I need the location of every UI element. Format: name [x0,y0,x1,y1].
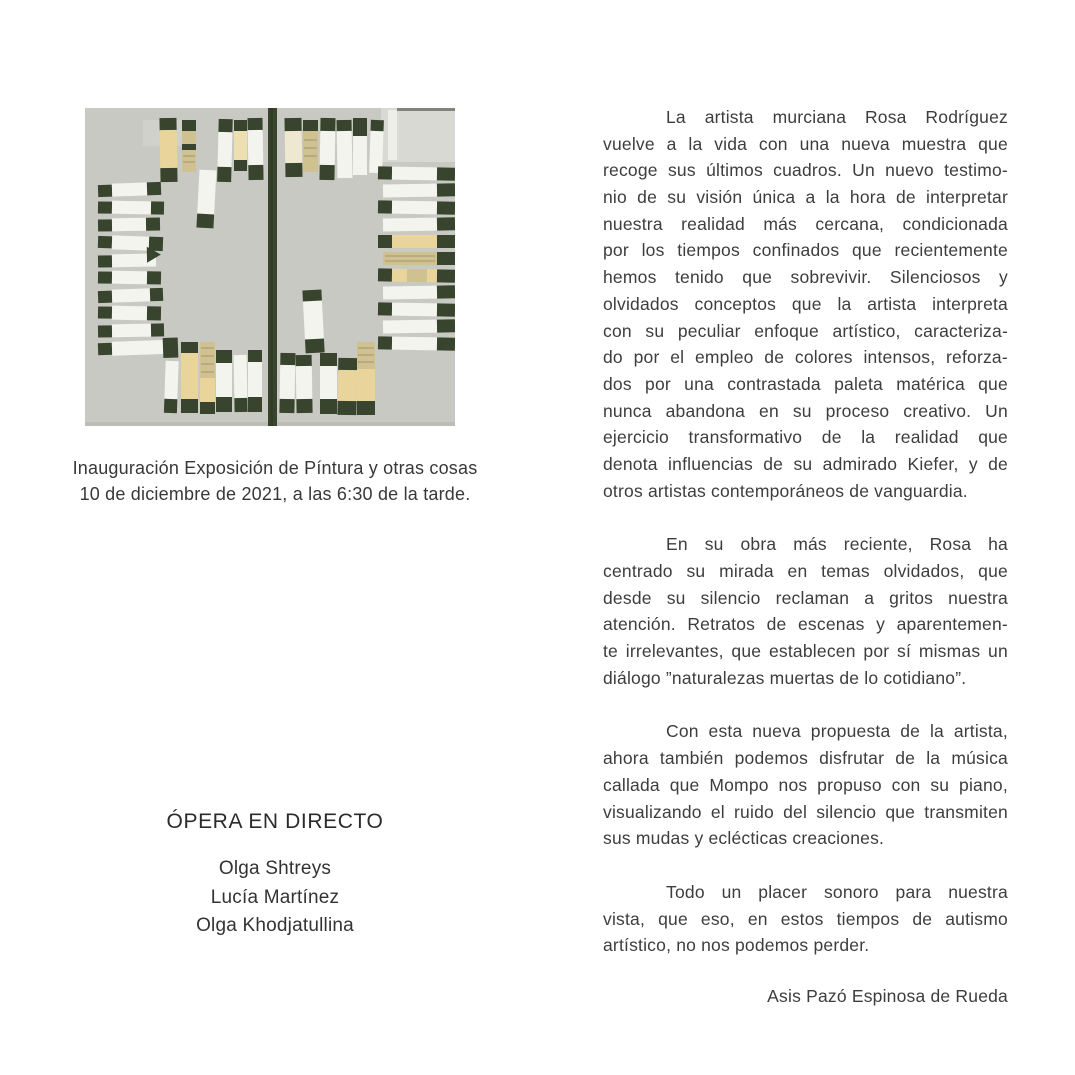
essay-line: denota influencias de su admirado Kiefer, y de [603,453,1008,474]
essay-line: diálogo ”naturalezas muertas de lo cotidiano”. [603,667,967,688]
essay-line: con su peculiar enfoque artístico, caracteriza- [603,320,1008,341]
performer-name: Olga Khodjatullina [196,915,354,936]
essay-line: do por el empleo de colores intensos, reforza- [603,347,1008,368]
essay-line: vuelve a la vida con una nueva muestra que [603,133,1008,154]
essay-line: nio de su visión única a la hora de interpretar [603,187,1008,208]
essay-line: vista, que eso, en estos tiempos de autismo [603,908,1008,929]
essay-line: olvidados conceptos que la artista interpreta [603,293,1008,314]
essay-line: nunca abandona en su proceso creativo. Un [603,400,1008,421]
essay-paragraph [603,531,1008,691]
essay-line: La artista murciana Rosa Rodríguez [666,107,1008,127]
essay-line: En su obra más reciente, Rosa ha [666,534,1008,555]
essay-line: nuestra realidad más cercana, condicionada [603,213,1008,234]
performer-name: Lucía Martínez [210,886,340,908]
essay-line: centrado su mirada en temas olvidados, que [603,561,1008,581]
essay-line: desde su silencio reclaman a gritos nuestra [603,587,1008,608]
essay-line: sus mudas y eclécticas creaciones. [603,828,885,849]
essay-line: dos por una contrastada paleta matérica que [603,373,1008,394]
essay-column [603,104,1008,1010]
opera-heading: ÓPERA EN DIRECTO [166,810,384,833]
caption-line-2: 10 de diciembre de 2021, a las 6:30 de la tarde. [79,483,471,504]
essay-line: otros artistas contemporáneos de vanguardia. [603,480,968,501]
essay-text [603,104,1008,959]
essay-line: hemos tenido que sobrevivir. Silenciosos y [603,267,1008,288]
essay-line: ahora también podemos disfrutar de la música [603,748,1008,769]
essay-line: ejercicio transformativo de la realidad que [603,427,1008,448]
essay-line: te irrelevantes, que establecen por sí mismas un [603,641,1008,662]
performer-name: Olga Shtreys [218,858,332,879]
essay-paragraph [603,104,1008,504]
essay-line: Con esta nueva propuesta de la artista, [666,721,1008,742]
exhibition-caption [40,456,510,507]
essay-line: visualizando el ruido del silencio que transmiten [603,801,1008,822]
exhibition-painting-image [85,108,455,425]
performers-list [40,855,510,941]
essay-line: atención. Retratos de escenas y aparentemen- [603,614,1008,635]
essay-line: recoge sus últimos cuadros. Un nuevo testimo- [603,160,1008,181]
caption-line-1: Inauguración Exposición de Píntura y otras cosas [72,458,478,478]
essay-line: artístico, no nos podemos perder. [603,935,870,956]
painting-artwork [85,108,455,426]
essay-line: callada que Mompo nos propuso con su piano, [603,774,1008,795]
essay-paragraph [603,718,1008,851]
essay-line: por los tiempos confinados que recientemente [603,240,1008,261]
essay-line: Todo un placer sonoro para nuestra [666,881,1008,902]
essay-paragraph [603,879,1008,959]
essay-signature: Asis Pazó Espinosa de Rueda [767,985,1008,1006]
